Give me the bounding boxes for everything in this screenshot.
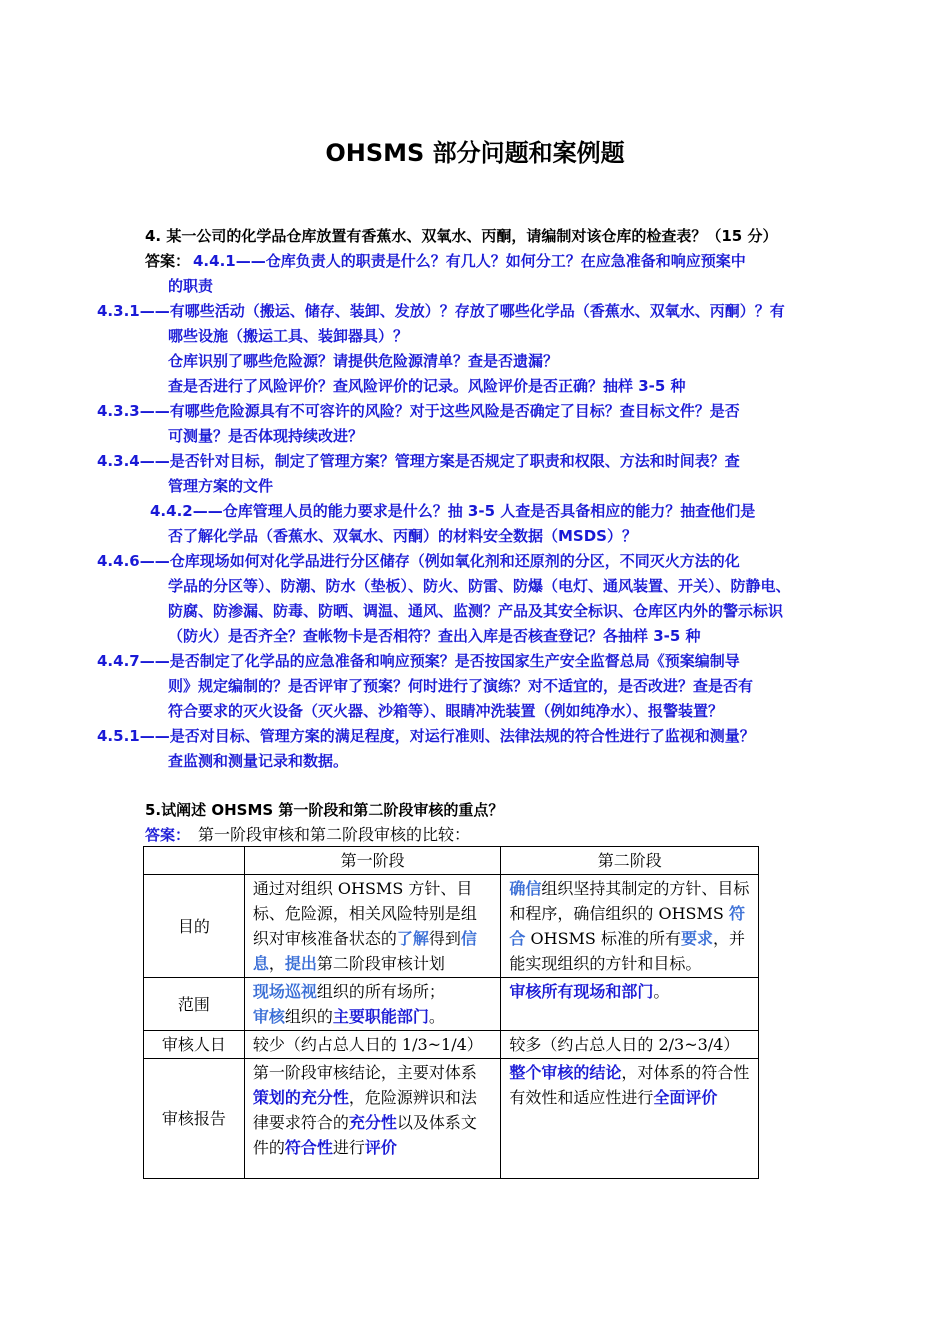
row-label: 目的 [144, 875, 245, 978]
answer-line: 4.3.3——有哪些危险源具有不可容许的风险？对于这些风险是否确定了目标？查目标文件？是否 [97, 402, 740, 420]
highlighted-text: 充分性 [348, 1113, 397, 1132]
answer-line: 4.5.1——是否对目标、管理方案的满足程度，对运行准则、法律法规的符合性进行了监视和测量？ [97, 727, 755, 745]
answer-line: 符合要求的灭火设备（灭火器、沙箱等）、眼睛冲洗装置（例如纯净水）、报警装置？ [168, 702, 724, 720]
highlighted-text: 审核所有现场和部门 [509, 982, 654, 1001]
cell-text: 较少（约占总人日的 1/3~1/4） [252, 1035, 483, 1054]
highlighted-text: 了解 [396, 929, 429, 948]
answer-line: 学品的分区等）、防潮、防水（垫板）、防火、防雷、防爆（电灯、通风装置、开关）、防静电、 [168, 577, 791, 595]
answer-line: 仓库识别了哪些危险源？请提供危险源清单？查是否遗漏？ [168, 352, 559, 370]
answer-line: 4.4.7——是否制定了化学品的应急准备和响应预案？是否按国家生产安全监督总局《预案编制导 [97, 652, 740, 670]
highlighted-text: 符合 [509, 904, 745, 948]
highlighted-text: 评价 [364, 1138, 397, 1157]
answer-line: 4.4.6——仓库现场如何对化学品进行分区储存（例如氧化剂和还原剂的分区，不同灭火方法的化 [97, 552, 740, 570]
answer-line: 4.3.1——有哪些活动（搬运、储存、装卸、发放）？存放了哪些化学品（香蕉水、双氧水、丙酮）？有 [97, 302, 785, 320]
cell-text: 以及体系文件的 [252, 1113, 477, 1157]
answer-line: 哪些设施（搬运工具、装卸器具）？ [168, 327, 409, 345]
answer-line: 否了解化学品（香蕉水、双氧水、丙酮）的材料安全数据（MSDS）？ [168, 527, 637, 545]
stage2-cell [501, 978, 759, 1031]
row-label: 范围 [144, 978, 245, 1031]
stage1-cell [244, 978, 501, 1031]
cell-text: 。 [653, 982, 670, 1001]
answer-line: 的职责 [168, 277, 214, 295]
cell-text: 组织的所有场所； [316, 982, 445, 1001]
question-5: 5.试阐述 OHSMS 第一阶段和第二阶段审核的重点？ [145, 801, 504, 819]
table-header-cell [144, 847, 245, 875]
answer-line: 查是否进行了风险评价？查风险评价的记录。风险评价是否正确？抽样 3-5 种 [168, 377, 686, 395]
cell-text: 得到 [428, 929, 461, 948]
cell-text: 较多（约占总人日的 2/3~3/4） [509, 1035, 740, 1054]
table-row [144, 875, 759, 978]
stage2-cell [501, 875, 759, 978]
answer-line: 可测量？是否体现持续改进？ [168, 427, 364, 445]
cell-text: 组织坚持其制定的方针、目标和程序，确信组织的 OHSMS [509, 879, 750, 923]
row-label: 审核报告 [144, 1059, 245, 1179]
table-header-cell: 第二阶段 [501, 847, 759, 875]
highlighted-text: 符合性 [284, 1138, 333, 1157]
cell-text: 组织的 [284, 1007, 333, 1026]
cell-text: 第二阶段审核计划 [316, 954, 445, 973]
stage2-cell [501, 1031, 759, 1059]
answer-line: （防火）是否齐全？查帐物卡是否相符？查出入库是否核查登记？各抽样 3-5 种 [168, 627, 701, 645]
document-title: OHSMS 部分问题和案例题 [325, 139, 625, 167]
table-row [144, 1059, 759, 1179]
answer-line: 管理方案的文件 [168, 477, 274, 495]
highlighted-text: 要求 [680, 929, 713, 948]
answer-label: 答案： [145, 252, 191, 270]
answer-5-intro [145, 824, 470, 847]
row-label: 审核人日 [144, 1031, 245, 1059]
highlighted-text: 审核 [252, 1007, 285, 1026]
answer-intro-text: 第一阶段审核和第二阶段审核的比较： [198, 825, 471, 844]
table-header-cell: 第一阶段 [244, 847, 501, 875]
table-row [144, 1031, 759, 1059]
answer-line: 则》规定编制的？是否评审了预案？何时进行了演练？对不适宜的，是否改进？查是否有 [168, 677, 754, 695]
cell-text: ， [268, 954, 285, 973]
stage2-cell [501, 1059, 759, 1179]
highlighted-text: 提出 [284, 954, 317, 973]
cell-text: 第一阶段审核结论，主要对体系 [252, 1063, 477, 1082]
cell-text: 进行 [332, 1138, 365, 1157]
highlighted-text: 全面评价 [653, 1088, 718, 1107]
stage1-cell [244, 1059, 501, 1179]
highlighted-text: 整个审核的结论 [509, 1063, 622, 1082]
comparison-table [143, 846, 759, 1179]
highlighted-text: 现场巡视 [252, 982, 317, 1001]
answer-line: 防腐、防渗漏、防毒、防晒、调温、通风、监测？产品及其安全标识、仓库区内外的警示标识 [168, 602, 784, 620]
stage1-cell [244, 1031, 501, 1059]
answer-line: 4.3.4——是否针对目标，制定了管理方案？管理方案是否规定了职责和权限、方法和时间表？查 [97, 452, 740, 470]
cell-text: 通过对组织 OHSMS 方针、目标、危险源，相关风险特别是组织对审核准备状态的 [252, 879, 477, 948]
answer-line: 4.4.1——仓库负责人的职责是什么？有几人？如何分工？在应急准备和响应预案中 [193, 252, 746, 270]
cell-text: ，对体系的符合性有效性和适应性进行 [509, 1063, 750, 1107]
cell-text: ，并能实现组织的方针和目标。 [509, 929, 745, 973]
answer-label: 答案： [145, 826, 191, 844]
stage1-cell [244, 875, 501, 978]
highlighted-text: 确信 [509, 879, 542, 898]
table-row [144, 978, 759, 1031]
cell-text: OHSMS 标准的所有 [525, 929, 681, 948]
highlighted-text: 信息 [252, 929, 477, 973]
highlighted-text: 策划的充分性 [252, 1088, 349, 1107]
highlighted-text: 主要职能部门 [332, 1007, 429, 1026]
answer-line: 查监测和测量记录和数据。 [168, 752, 349, 770]
table-header-row [144, 847, 759, 875]
cell-text: 。 [428, 1007, 445, 1026]
question-4: 4. 某一公司的化学品仓库放置有香蕉水、双氧水、丙酮，请编制对该仓库的检查表？（15 分） [145, 227, 778, 245]
cell-text: ，危险源辨识和法律要求符合的 [252, 1088, 477, 1132]
answer-line: 4.4.2——仓库管理人员的能力要求是什么？抽 3-5 人查是否具备相应的能力？抽查他们是 [150, 502, 756, 520]
